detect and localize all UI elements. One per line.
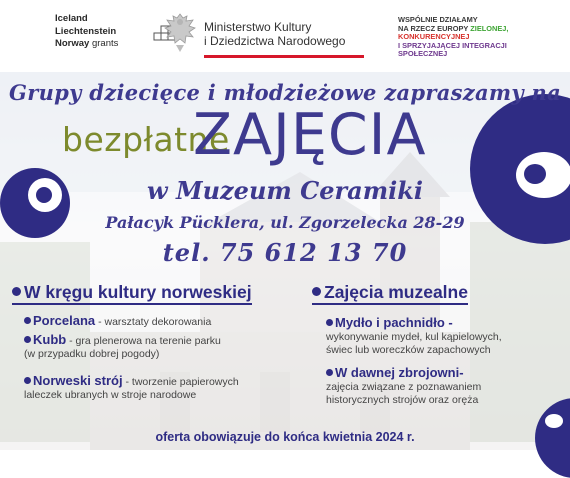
ministry-logo [160,10,370,60]
ministry-line1: Ministerstwo Kultury [204,20,312,34]
free-label: bezpłatne [62,120,230,159]
eog-slogan [398,16,568,59]
eog-line5: SPOŁECZNEJ [398,49,448,59]
eea-line-liechtenstein: Liechtenstein [55,25,117,37]
item-name: Kubb [33,332,67,347]
ministry-line2: i Dziedzictwa Narodowego [204,34,346,48]
item-name: Mydło i pachnidło - [335,315,453,330]
list-item-armory [326,366,481,407]
logo-header [0,0,570,72]
item-desc: - warsztaty dekorowania [95,316,212,328]
item-name: Porcelana [33,313,96,328]
address: Pałacyk Pücklera, ul. Zgorzelecka 28-29 [105,213,465,232]
item-desc-2: historycznych strojów oraz oręża [326,394,479,406]
eog-line2-prefix: NA RZECZ EUROPY [398,23,471,33]
eog-line3: KONKURENCYJNEJ [398,32,470,42]
bullet-icon [24,336,31,343]
ministry-red-line [204,55,364,58]
phone-number: tel. 75 612 13 70 [162,238,408,267]
item-desc-2: laleczek ubranych w stroje narodowe [24,389,197,401]
list-item-kubb [24,333,221,361]
list-item-costume [24,374,239,402]
bullet-icon [326,319,333,326]
eye-white [545,414,563,428]
item-desc-2: świec lub woreczków zapachowych [326,344,491,356]
section-title-norwegian-text: W kręgu kultury norweskiej [24,282,252,302]
classes-title: ZAJĘCIA [193,102,427,168]
item-desc-2: (w przypadku dobrej pogody) [24,348,160,360]
list-item-porcelain [24,314,211,329]
intro-text: Grupy dziecięce i młodzieżowe zapraszamy na [9,80,561,105]
eea-line-iceland: Iceland [55,13,88,24]
bullet-icon [326,369,333,376]
eog-line2-green: ZIELONEJ, [470,23,509,33]
item-desc: wykonywanie mydeł, kul kąpielowych, [326,331,502,343]
ministry-name [204,20,345,48]
item-name: Norweski strój [33,373,123,388]
offer-validity-note: oferta obowiązuje do końca kwietnia 2024 r. [155,430,415,444]
eog-line4: I SPRZYJAJĄCEJ INTEGRACJI [398,40,507,50]
bullet-icon [24,317,31,324]
polish-eagle-icon [160,10,200,56]
section-dot-icon [312,287,321,296]
item-desc: - tworzenie papierowych [122,376,239,388]
museum-name: w Muzeum Ceramiki [147,176,423,205]
item-name: W dawnej zbrojowni- [335,365,464,380]
section-title-museum [312,282,468,305]
section-title-norwegian [12,282,252,305]
bullet-icon [24,377,31,384]
eea-norway: Norway [55,38,90,49]
eea-line-norway [55,38,165,51]
list-item-soap [326,316,502,357]
eea-grants-logo [55,13,165,63]
section-dot-icon [12,287,21,296]
item-desc: - gra plenerowa na terenie parku [66,335,221,347]
eea-grants: grants [91,38,119,49]
item-desc: zajęcia związane z poznawaniem [326,381,482,393]
eog-line1: WSPÓLNIE DZIAŁAMY [398,15,478,24]
section-title-museum-text: Zajęcia muzealne [324,282,468,302]
